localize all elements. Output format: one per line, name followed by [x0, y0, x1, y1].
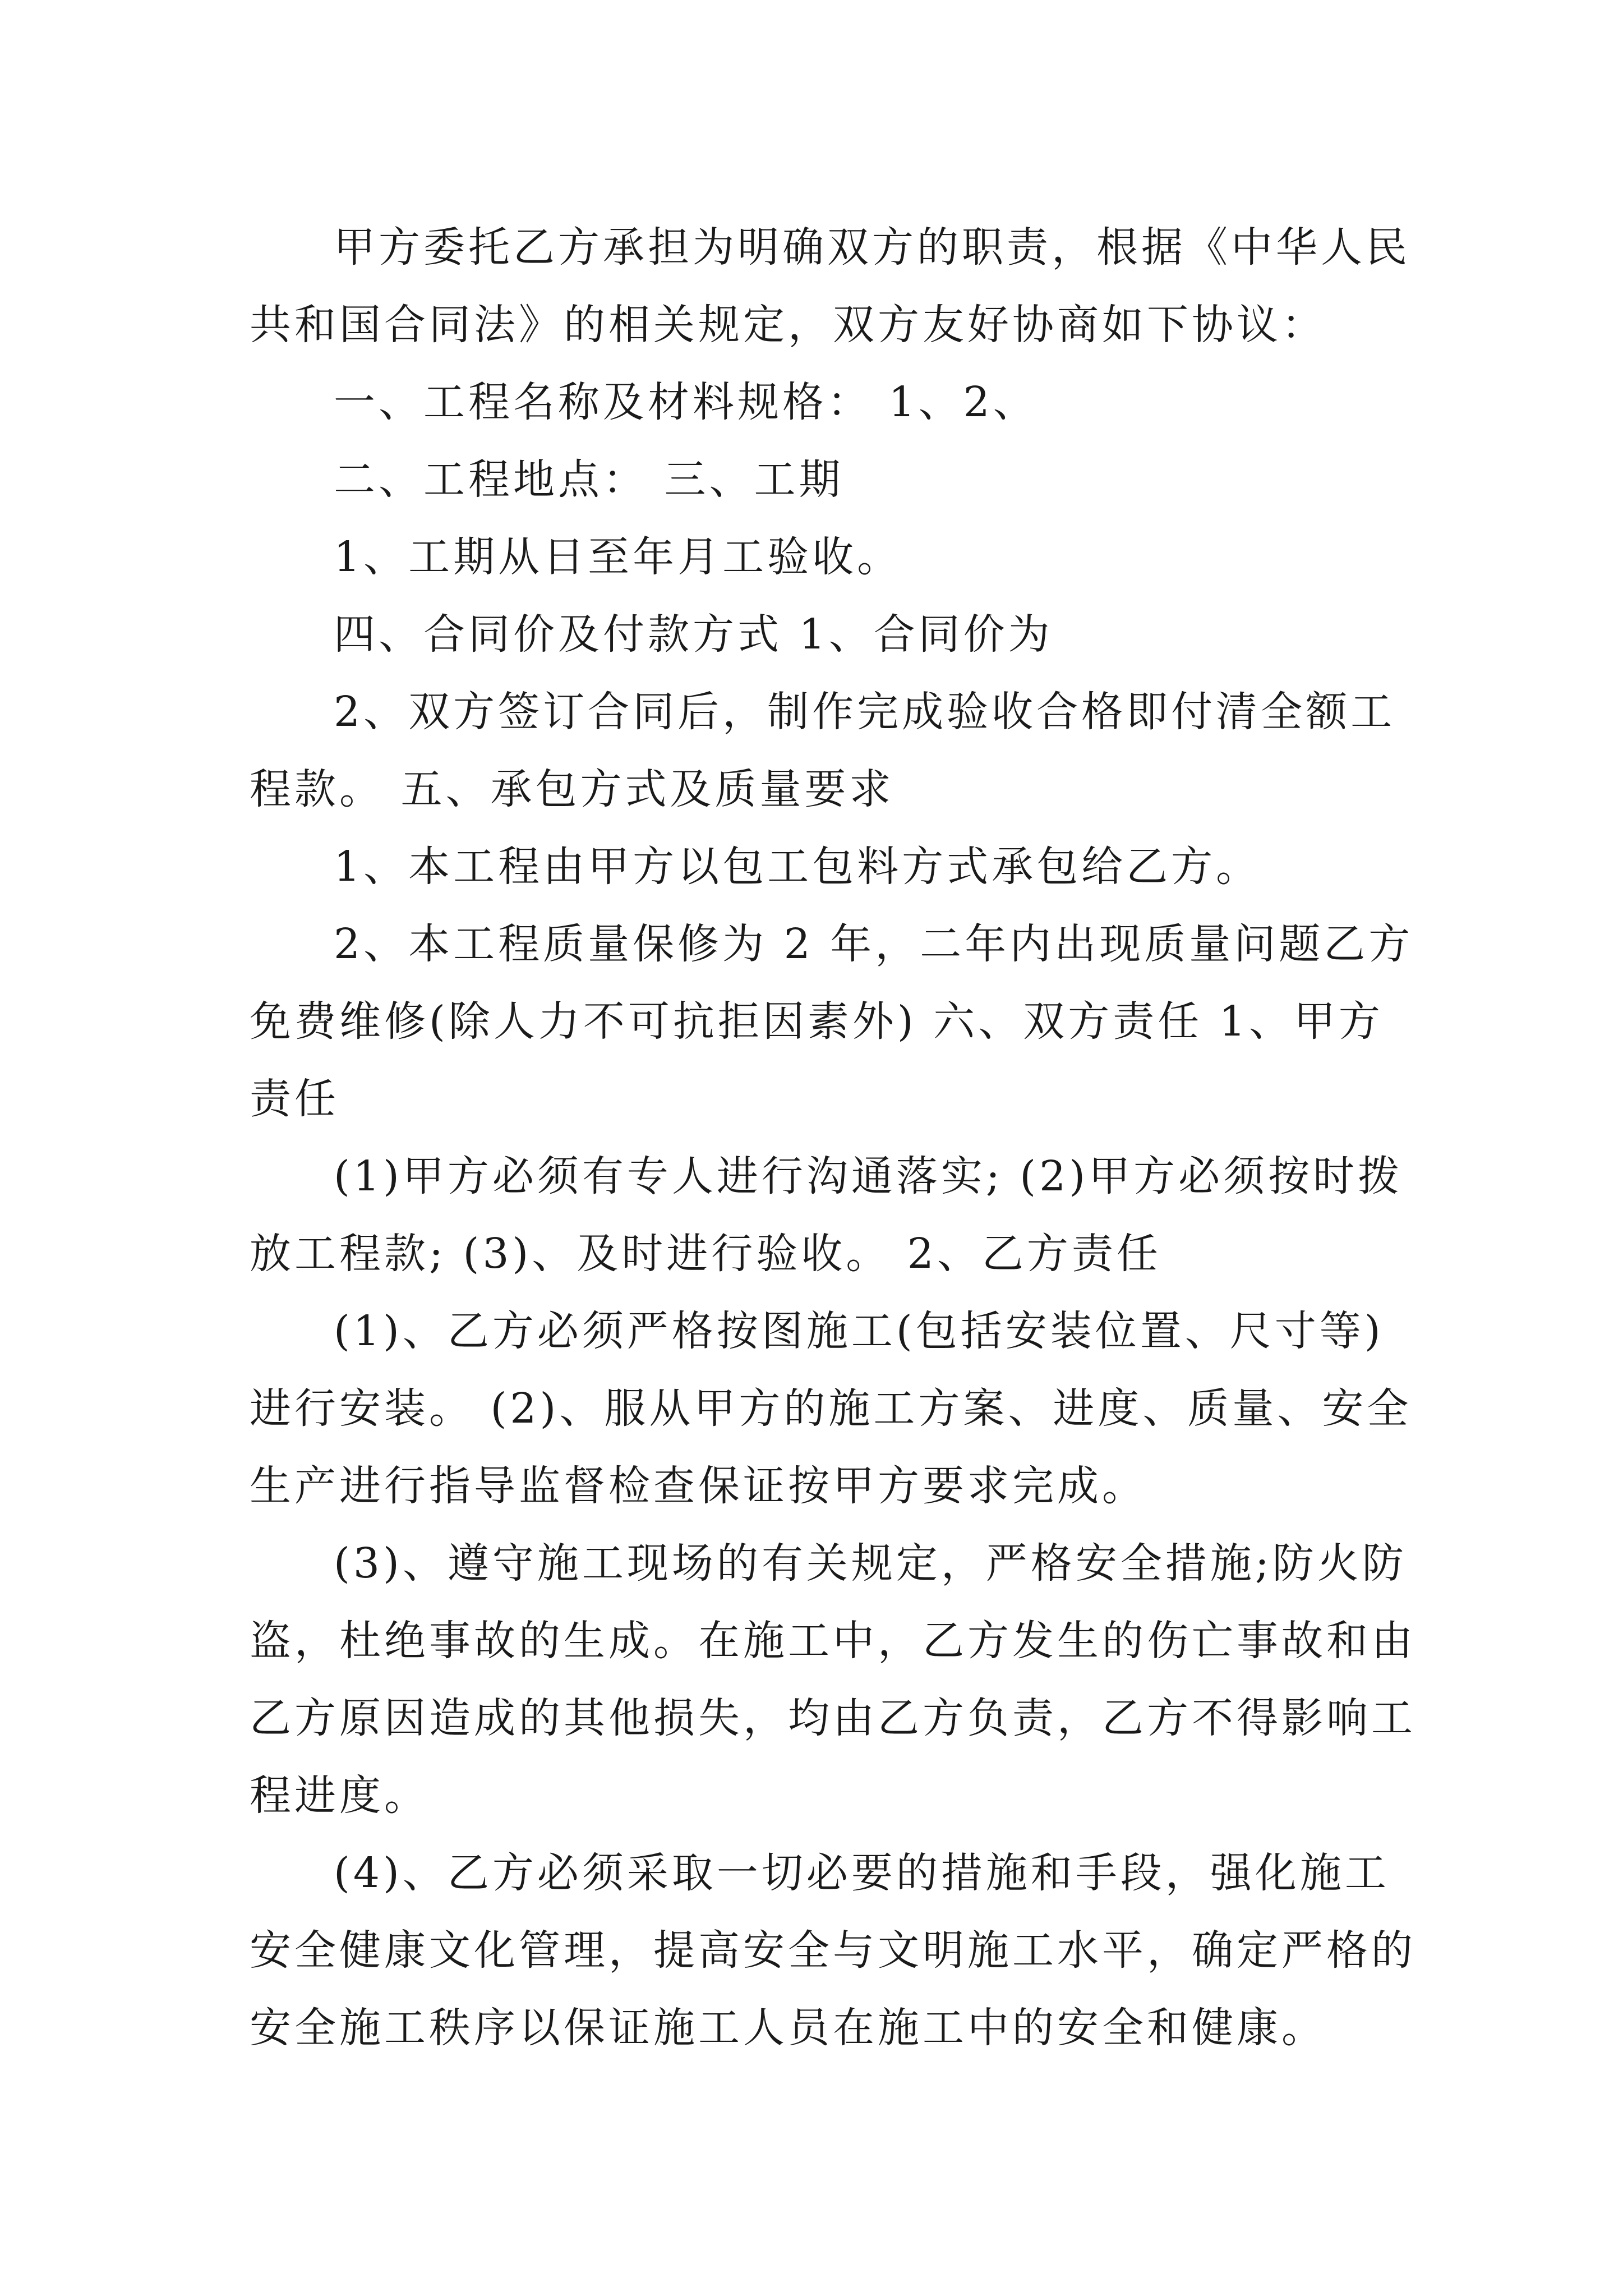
text-line: 免费维修(除人力不可抗拒因素外) 六、双方责任 1、甲方	[250, 997, 1384, 1046]
text-line: 一、工程名称及材料规格： 1、2、	[334, 378, 1038, 426]
text-line: 乙方原因造成的其他损失，均由乙方负责，乙方不得影响工	[250, 1694, 1416, 1742]
text-line: 1、工期从日至年月工验收。	[334, 533, 902, 581]
text-line: 甲方委托乙方承担为明确双方的职责，根据《中华人民	[334, 223, 1410, 272]
text-line: 进行安装。 (2)、服从甲方的施工方案、进度、质量、安全	[250, 1384, 1412, 1433]
text-line: 2、双方签订合同后，制作完成验收合格即付清全额工	[334, 688, 1396, 736]
text-line: (1)甲方必须有专人进行沟通落实; (2)甲方必须按时拨	[334, 1152, 1403, 1200]
text-line: (1)、乙方必须严格按图施工(包括安装位置、尺寸等)	[334, 1307, 1384, 1355]
text-line: 程进度。	[250, 1772, 429, 1820]
text-line: 盗，杜绝事故的生成。在施工中，乙方发生的伤亡事故和由	[250, 1617, 1416, 1665]
text-line: 安全健康文化管理，提高安全与文明施工水平，确定严格的	[250, 1926, 1416, 1975]
text-line: 二、工程地点： 三、工期	[334, 455, 844, 504]
document-body	[250, 209, 1416, 2067]
text-line: 责任	[250, 1075, 339, 1123]
text-line: (4)、乙方必须采取一切必要的措施和手段，强化施工	[334, 1849, 1390, 1897]
text-line: 放工程款; (3)、及时进行验收。 2、乙方责任	[250, 1230, 1161, 1278]
text-line: (3)、遵守施工现场的有关规定，严格安全措施;防火防	[334, 1539, 1407, 1588]
text-line: 生产进行指导监督检查保证按甲方要求完成。	[250, 1462, 1147, 1510]
text-line: 四、合同价及付款方式 1、合同价为	[334, 610, 1053, 659]
text-line: 共和国合同法》的相关规定，双方友好协商如下协议：	[250, 301, 1326, 349]
text-line: 1、本工程由甲方以包工包料方式承包给乙方。	[334, 843, 1261, 891]
text-line: 2、本工程质量保修为 2 年，二年内出现质量问题乙方	[334, 920, 1414, 968]
text-line: 安全施工秩序以保证施工人员在施工中的安全和健康。	[250, 2004, 1326, 2052]
text-line: 程款。 五、承包方式及质量要求	[250, 765, 895, 813]
